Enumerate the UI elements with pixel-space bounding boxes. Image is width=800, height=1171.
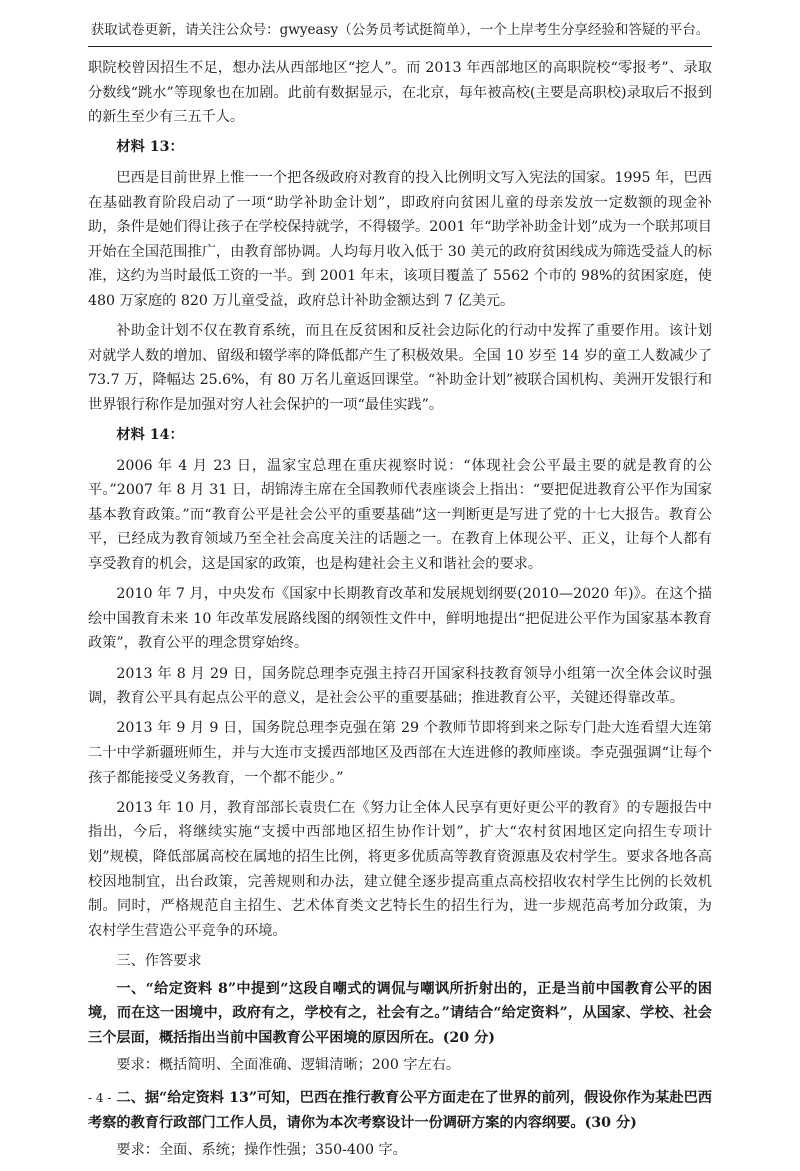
section-title: 三、作答要求 — [116, 952, 202, 969]
material-14-paragraph-2: 2010 年 7 月，中央发布《国家中长期教育改革和发展规划纲要(2010—2020 年)》。在这个描绘中国教育未来 10 年改革发展路线图的纲领性文件中，鲜明地提出“把促进公平作为国家基本教育政策”，教育公平的理念贯穿始终。 — [88, 586, 712, 652]
material-13-paragraph-2: 补助金计划不仅在教育系统，而且在反贫困和反社会边际化的行动中发挥了重要作用。该计划对就学人数的增加、留级和辍学率的降低都产生了积极效果。全国 10 岁至 14 岁的童工人数减少了 73.7 万，降幅达 25.6%，有 80 万名儿童返回课堂。“补助金计划”被联合国机构、美洲开发银行和世界银行称作是加强对穷人社会保护的一项“最佳实践”。 — [88, 323, 712, 413]
material-14-paragraph-4: 2013 年 9 月 9 日，国务院总理李克强在第 29 个教师节即将到来之际专门赴大连看望大连第二十中学新疆班师生，并与大连市支援西部地区及西部在大连进修的教师座谈。李克强强调“让每个孩子都能接受义务教育，一个都不能少。” — [88, 720, 712, 786]
continued-paragraph: 职院校曾因招生不足，想办法从西部地区“挖人”。而 2013 年西部地区的高职院校“零报考”、录取分数线“跳水”等现象也在加剧。此前有数据显示，在北京，每年被高校(主要是高职校)录取后不报到的新生至少有三五千人。 — [88, 60, 712, 126]
material-13-paragraph-1: 巴西是目前世界上惟一一个把各级政府对教育的投入比例明文写入宪法的国家。1995 年，巴西在基础教育阶段启动了一项“助学补助金计划”，即政府向贫困儿童的母亲发放一定数额的现金补助，条件是她们得让孩子在学校保持就学，不得辍学。2001 年“助学补助金计划”成为一个联邦项目开始在全国范围推广，由教育部协调。人均每月收入低于 30 美元的政府贫困线成为筛选受益人的标准，这约为当时最低工资的一半。到 2001 年末，该项目覆盖了 5562 个市的 98%的贫困家庭，使 480 万家庭的 820 万儿童受益，政府总计补助金额达到 7 亿美元。 — [88, 169, 712, 309]
header-rule — [88, 46, 712, 47]
material-14-title: 材料 14： — [116, 427, 184, 444]
page-number: - 4 - — [88, 1091, 112, 1105]
question-2-requirement: 要求：全面、系统；操作性强；350-400 字。 — [116, 1142, 407, 1159]
material-14-paragraph-1: 2006 年 4 月 23 日，温家宝总理在重庆视察时说：“体现社会公平最主要的就是教育的公平。”2007 年 8 月 31 日，胡锦涛主席在全国教师代表座谈会上指出：“要把促进教育公平作为国家基本教育政策。”而“教育公平是社会公平的重要基础”这一判断更是写进了党的十七大报告。教育公平，已经成为教育领域乃至全社会高度关注的话题之一。在教育上体现公平、正义，让每个人都有享受教育的机会，这是国家的政策，也是构建社会主义和谐社会的要求。 — [88, 457, 712, 573]
material-14-paragraph-3: 2013 年 8 月 29 日，国务院总理李克强主持召开国家科技教育领导小组第一次全体会议时强调，教育公平具有起点公平的意义，是社会公平的重要基础；推进教育公平，关键还得靠改革。 — [88, 665, 712, 707]
material-14-paragraph-5: 2013 年 10 月，教育部部长袁贵仁在《努力让全体人民享有更好更公平的教育》的专题报告中指出，今后，将继续实施“支援中西部地区招生协作计划”，扩大“农村贫困地区定向招生专项计划”规模，降低部属高校在属地的招生比例，将更多优质高等教育资源惠及农村学生。要求各地各高校因地制宜，出台政策，完善规则和办法，建立健全逐步提高重点高校招收农村学生比例的长效机制。同时，严格规范自主招生、艺术体育类文艺特长生的招生行为，进一步规范高考加分政策，为农村学生营造公平竞争的环境。 — [88, 799, 712, 939]
material-13-title: 材料 13： — [116, 139, 184, 156]
question-1: 一、“给定资料 8”中提到“这段自嘲式的调侃与嘲讽所折射出的，正是当前中国教育公平的困境，而在这一困境中，政府有之，学校有之，社会有之。”请结合“给定资料”，从国家、学校、社会三个层面，概括指出当前中国教育公平困境的原因所在。(20 分) — [88, 980, 712, 1046]
page-header: 获取试卷更新，请关注公众号：gwyeasy（公务员考试挺简单），一个上岸考生分享经验和答疑的平台。 — [90, 22, 710, 38]
question-2: 二、据“给定资料 13”可知，巴西在推行教育公平方面走在了世界的前列，假设你作为某赴巴西考察的教育行政部门工作人员，请你为本次考察设计一份调研方案的内容纲要。(30 分) — [88, 1089, 712, 1131]
document-body — [88, 56, 712, 1171]
question-1-requirement: 要求：概括简明、全面准确、逻辑清晰；200 字左右。 — [116, 1057, 461, 1074]
